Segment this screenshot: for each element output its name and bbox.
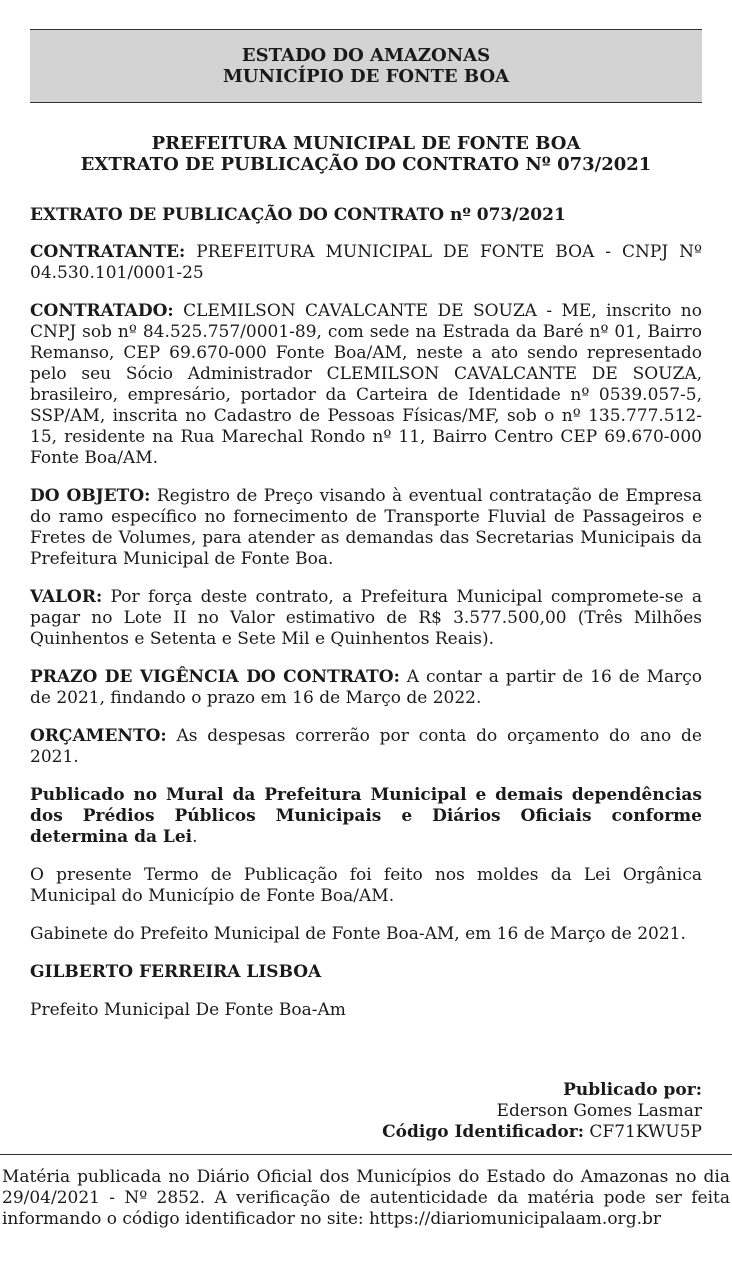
extract-title: EXTRATO DE PUBLICAÇÃO DO CONTRATO Nº 073/2021 — [80, 154, 652, 175]
section-heading: EXTRATO DE PUBLICAÇÃO DO CONTRATO nº 073/2021 — [30, 205, 566, 225]
prazo-paragraph — [30, 667, 702, 709]
published-by-name: Ederson Gomes Lasmar — [496, 1101, 702, 1121]
valor-paragraph — [30, 587, 702, 650]
header-banner — [30, 30, 702, 102]
gabinete-paragraph: Gabinete do Prefeito Municipal de Fonte Boa-AM, em 16 de Março de 2021. — [30, 924, 686, 944]
footer-notice: Matéria publicada no Diário Oficial dos Municípios do Estado do Amazonas no dia 29/04/2021 - Nº 2852. A verificação de autenticidade da matéria pode ser feita informando o código identificador no site: https://diariomunicipalaam.org.br — [2, 1167, 730, 1229]
contratado-label: CONTRATADO: — [30, 301, 174, 321]
identifier-code — [382, 1122, 702, 1143]
prazo-text: A contar a partir de 16 de Março de 2021, findando o prazo em 16 de Março de 2022. — [30, 667, 702, 708]
orcamento-paragraph — [30, 726, 702, 768]
document-title — [30, 133, 702, 175]
signer-name: GILBERTO FERREIRA LISBOA — [30, 962, 322, 982]
contratante-paragraph — [30, 242, 702, 284]
valor-text: Por força deste contrato, a Prefeitura Municipal compromete-se a pagar no Lote II no Valor estimativo de R$ 3.577.500,00 (Três Milhões Quinhentos e Setenta e Sete Mil e Quinhentos Reais). — [30, 587, 702, 649]
header-bottom-rule — [30, 102, 702, 103]
state-name: ESTADO DO AMAZONAS — [241, 45, 491, 66]
municipality-name: MUNICÍPIO DE FONTE BOA — [222, 66, 510, 87]
termo-paragraph: O presente Termo de Publicação foi feito nos moldes da Lei Orgânica Municipal do Município de Fonte Boa/AM. — [30, 865, 702, 906]
publication-notice — [30, 785, 702, 848]
publication-notice-period: . — [192, 827, 198, 847]
prazo-label: PRAZO DE VIGÊNCIA DO CONTRATO: — [30, 667, 400, 687]
identifier-code-value: CF71KWU5P — [584, 1122, 702, 1142]
issuer-title: PREFEITURA MUNICIPAL DE FONTE BOA — [151, 133, 581, 154]
published-by-label: Publicado por: — [563, 1080, 702, 1100]
contratado-paragraph — [30, 301, 702, 469]
orcamento-text: As despesas correrão por conta do orçamento do ano de 2021. — [30, 726, 702, 767]
document-body — [30, 205, 702, 1021]
objeto-label: DO OBJETO: — [30, 486, 151, 506]
orcamento-label: ORÇAMENTO: — [30, 726, 167, 746]
contratante-text: PREFEITURA MUNICIPAL DE FONTE BOA - CNPJ Nº 04.530.101/0001-25 — [30, 242, 702, 283]
publication-signature — [382, 1080, 702, 1143]
identifier-code-label: Código Identificador: — [382, 1122, 584, 1142]
objeto-paragraph — [30, 486, 702, 570]
contratado-text: CLEMILSON CAVALCANTE DE SOUZA - ME, inscrito no CNPJ sob nº 84.525.757/0001-89, com sede na Estrada da Baré nº 01, Bairro Remanso, CEP 69.670-000 Fonte Boa/AM, neste a ato sendo representado pelo seu Sócio Administrador CLEMILSON CAVALCANTE DE SOUZA, brasileiro, empresário, portador da Carteira de Identidade nº 0539.057-5, SSP/AM, inscrita no Cadastro de Pessoas Físicas/MF, sob o nº 135.777.512-15, residente na Rua Marechal Rondo nº 11, Bairro Centro CEP 69.670-000 Fonte Boa/AM. — [30, 301, 702, 468]
objeto-text: Registro de Preço visando à eventual contratação de Empresa do ramo específico no fornecimento de Transporte Fluvial de Passageiros e Fretes de Volumes, para atender as demandas das Secretarias Municipais da Prefeitura Municipal de Fonte Boa. — [30, 486, 702, 569]
valor-label: VALOR: — [30, 587, 103, 607]
publication-notice-text: Publicado no Mural da Prefeitura Municipal e demais dependências dos Prédios Públicos Municipais e Diários Oficiais conforme determina da Lei — [30, 785, 702, 847]
contratante-label: CONTRATANTE: — [30, 242, 186, 262]
footer-rule — [0, 1154, 732, 1155]
signer-role: Prefeito Municipal De Fonte Boa-Am — [30, 1000, 346, 1020]
